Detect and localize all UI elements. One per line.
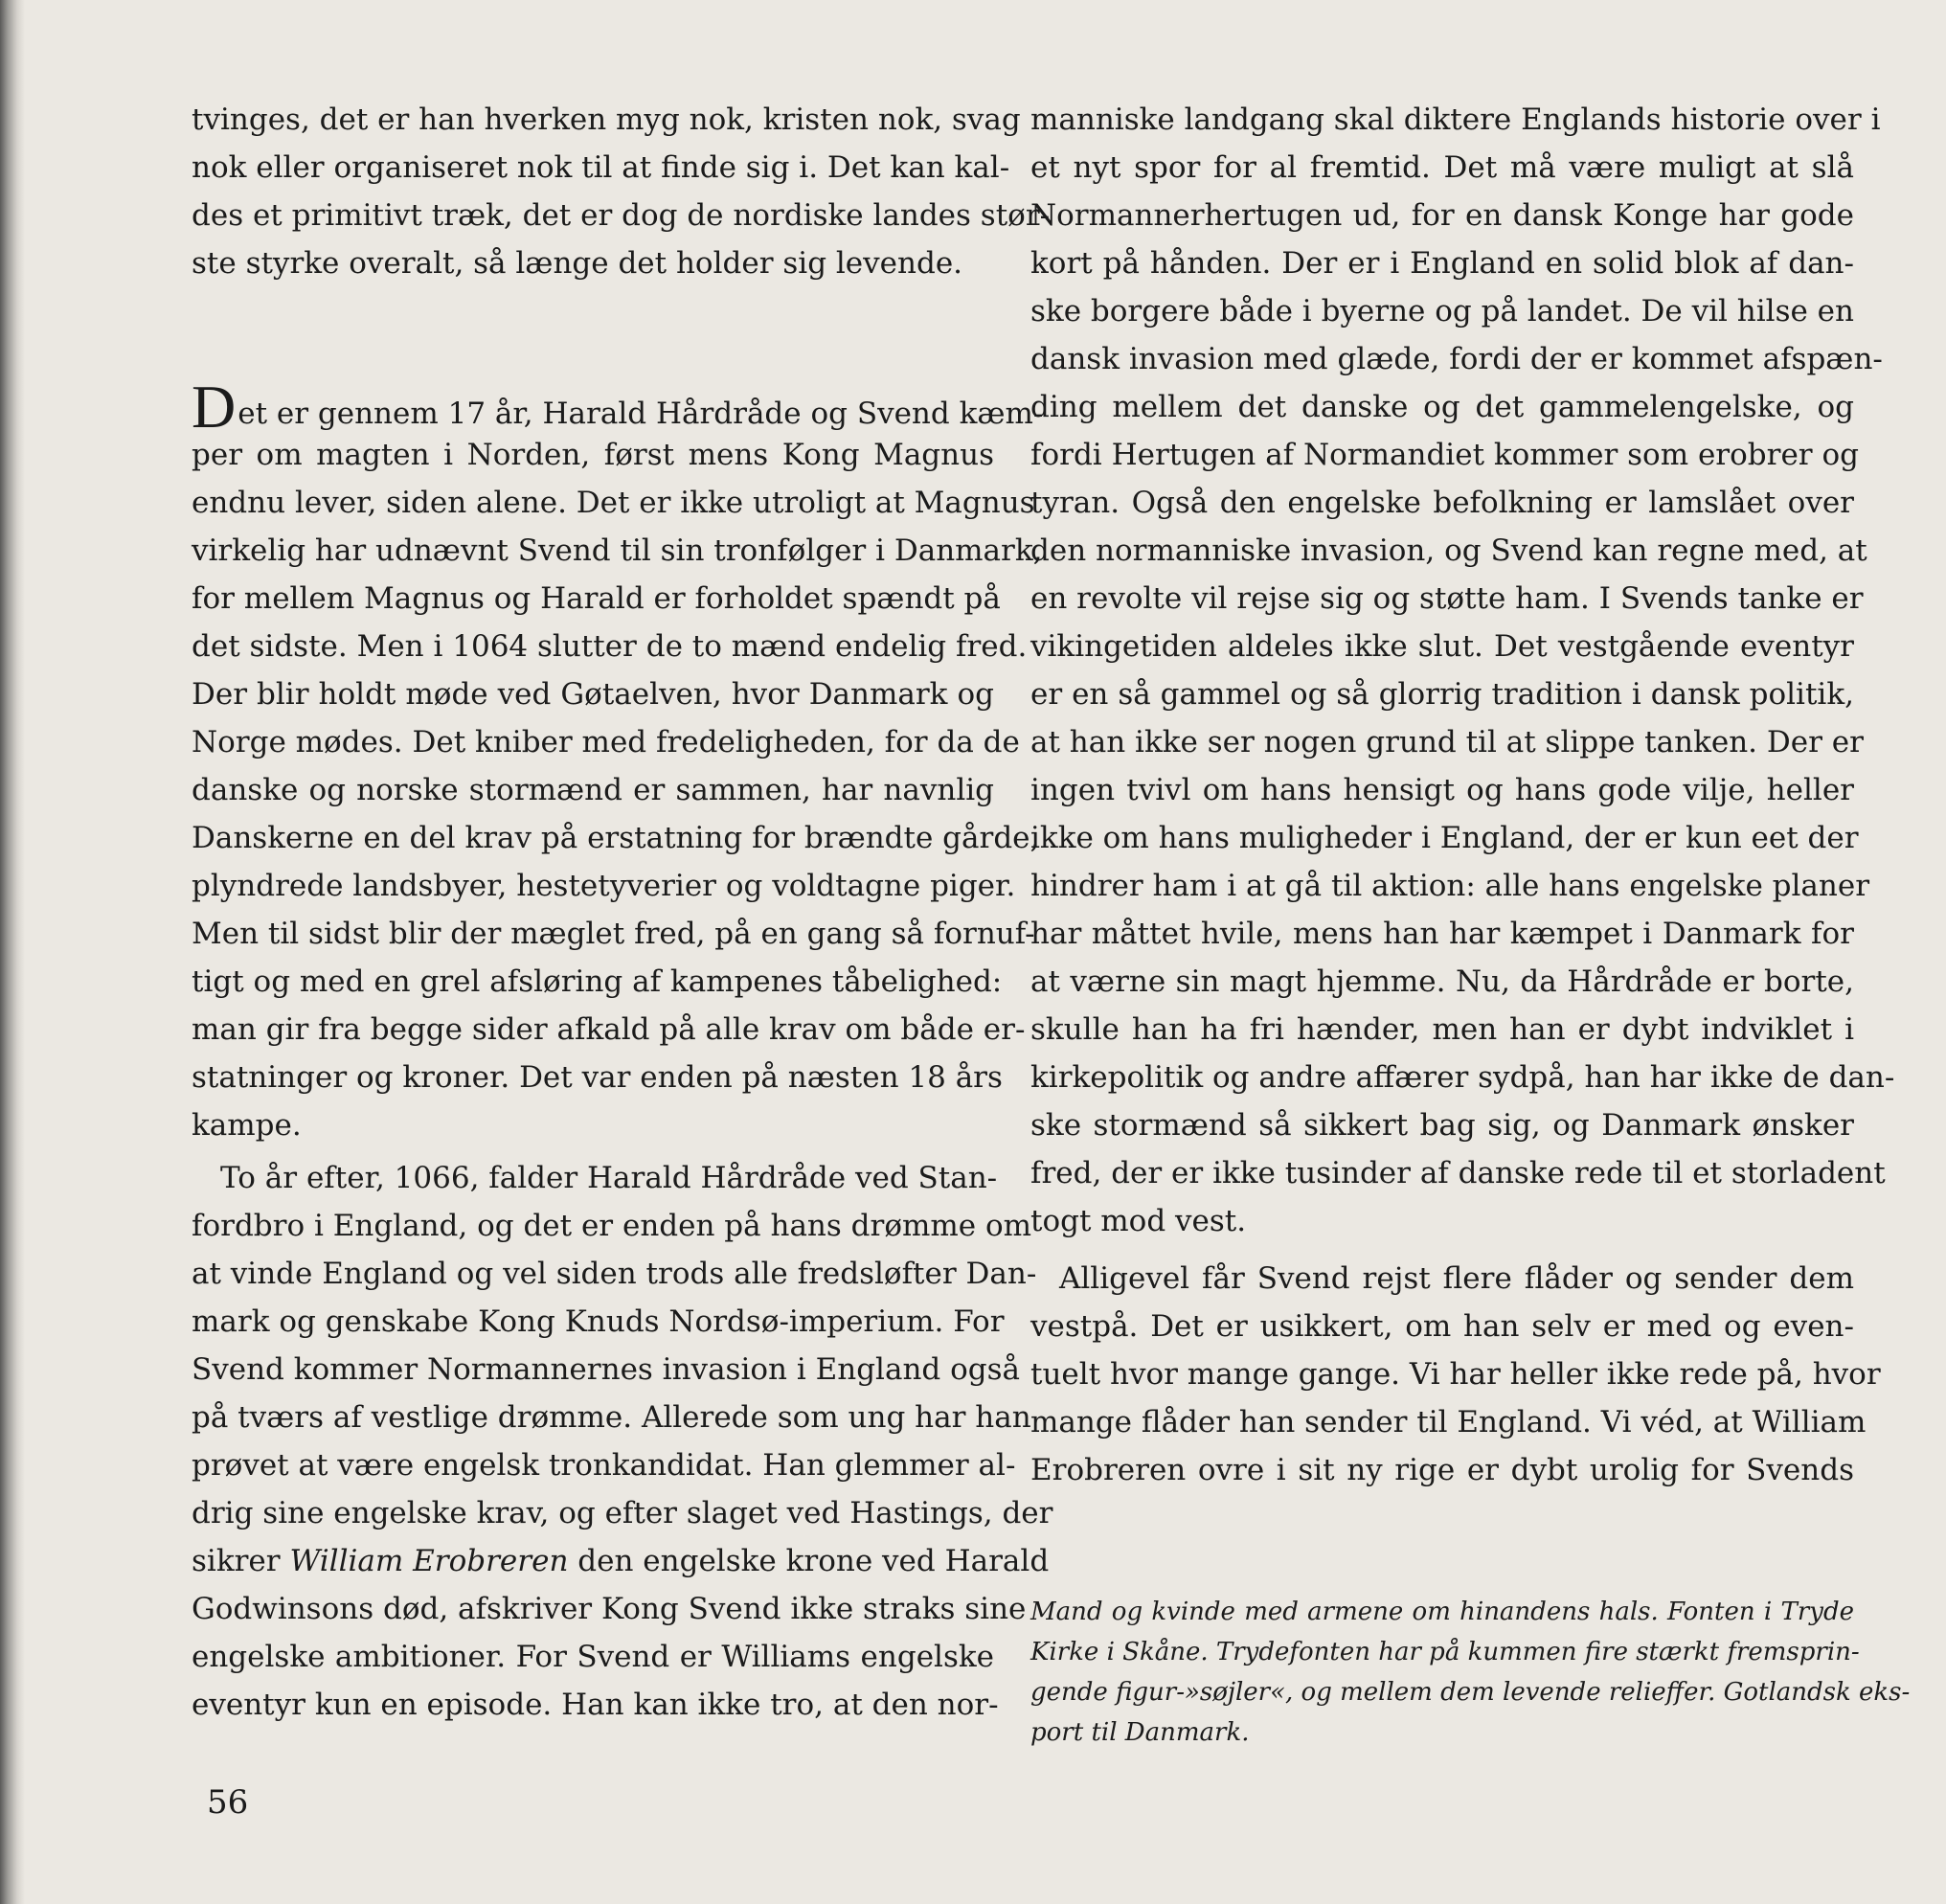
- text-line: mark og genskabe Kong Knuds Nordsø-imperium. For: [192, 1304, 1005, 1339]
- page-number: 56: [207, 1783, 249, 1822]
- text-line: engelske ambitioner. For Svend er Williams engelske: [192, 1640, 994, 1674]
- text-line: på tværs af vestlige drømme. Allerede som ung har han: [192, 1400, 1031, 1435]
- text-line: den normanniske invasion, og Svend kan regne med, at: [1030, 533, 1867, 568]
- text-line: kampe.: [192, 1108, 302, 1143]
- text-line: det sidste. Men i 1064 slutter de to mænd endelig fred.: [192, 629, 1028, 664]
- text-line: for mellem Magnus og Harald er forholdet spændt på: [192, 581, 1001, 616]
- text-line: fred, der er ikke tusinder af danske rede til et storladent: [1030, 1156, 1886, 1190]
- text-line: Erobreren ovre i sit ny rige er dybt urolig for Svends: [1030, 1453, 1854, 1487]
- text-line: plyndrede landsbyer, hestetyverier og voldtagne piger.: [192, 869, 1016, 903]
- text-line: Det er gennem 17 år, Harald Hårdråde og Svend kæm-: [192, 373, 1044, 441]
- text-line: ingen tvivl om hans hensigt og hans gode vilje, heller: [1030, 773, 1854, 807]
- text-line: at værne sin magt hjemme. Nu, da Hårdråde er borte,: [1030, 964, 1854, 999]
- drop-cap: D: [192, 373, 237, 441]
- text-line: fordbro i England, og det er enden på hans drømme om: [192, 1209, 1032, 1243]
- text-line: des et primitivt træk, det er dog de nordiske landes stør-: [192, 198, 1051, 233]
- text-line: sikrer William Erobreren den engelske krone ved Harald: [192, 1544, 1050, 1578]
- text-line: ikke om hans muligheder i England, der er kun eet der: [1030, 821, 1859, 855]
- text-line: tvinges, det er han hverken myg nok, kristen nok, svag: [192, 102, 1021, 137]
- italic-name: William Erobreren: [289, 1544, 569, 1578]
- text-line: Der blir holdt møde ved Gøtaelven, hvor Danmark og: [192, 677, 994, 712]
- text-line: mange flåder han sender til England. Vi véd, at William: [1030, 1405, 1867, 1439]
- text-line: at vinde England og vel siden trods alle fredsløfter Dan-: [192, 1257, 1037, 1291]
- text-line: fordi Hertugen af Normandiet kommer som erobrer og: [1030, 438, 1859, 472]
- text-line: dansk invasion med glæde, fordi der er kommet afspæn-: [1030, 342, 1883, 376]
- text-line: drig sine engelske krav, og efter slaget ved Hastings, der: [192, 1496, 1053, 1530]
- text-line: Normannerhertugen ud, for en dansk Konge har gode: [1030, 198, 1854, 233]
- text-line: endnu lever, siden alene. Det er ikke utroligt at Magnus: [192, 486, 1035, 520]
- text-line: har måttet hvile, mens han har kæmpet i Danmark for: [1030, 917, 1854, 951]
- caption-line: Mand og kvinde med armene om hinandens hals. Fonten i Tryde: [1030, 1598, 1854, 1626]
- text-line: To år efter, 1066, falder Harald Hårdråde ved Stan-: [220, 1161, 998, 1195]
- text-line: statninger og kroner. Det var enden på næsten 18 års: [192, 1060, 1003, 1095]
- text-line: manniske landgang skal diktere Englands historie over i: [1030, 102, 1881, 137]
- text-line: tyran. Også den engelske befolkning er lamslået over: [1030, 486, 1854, 520]
- text-line: vikingetiden aldeles ikke slut. Det vestgående eventyr: [1030, 629, 1854, 664]
- text-line: per om magten i Norden, først mens Kong Magnus: [192, 438, 994, 472]
- text-line: at han ikke ser nogen grund til at slippe tanken. Der er: [1030, 725, 1864, 759]
- text-line: man gir fra begge sider afkald på alle krav om både er-: [192, 1012, 1026, 1047]
- text-line: nok eller organiseret nok til at finde sig i. Det kan kal-: [192, 150, 1010, 185]
- caption-line: gende figur-»søjler«, og mellem dem levende relieffer. Gotlandsk eks-: [1030, 1678, 1911, 1707]
- text-line: virkelig har udnævnt Svend til sin tronfølger i Danmark,: [192, 533, 1043, 568]
- text-line: tigt og med en grel afsløring af kampenes tåbelighed:: [192, 964, 1003, 999]
- text-line: Norge mødes. Det kniber med fredeligheden, for da de: [192, 725, 1020, 759]
- text-line: vestpå. Det er usikkert, om han selv er med og even-: [1030, 1309, 1854, 1344]
- text-line: skulle han ha fri hænder, men han er dybt indviklet i: [1030, 1012, 1854, 1047]
- text-line: ske stormænd så sikkert bag sig, og Danmark ønsker: [1030, 1108, 1854, 1143]
- text-line: hindrer ham i at gå til aktion: alle hans engelske planer: [1030, 869, 1870, 903]
- text-line: Godwinsons død, afskriver Kong Svend ikke straks sine: [192, 1592, 1027, 1626]
- text-line: Danskerne en del krav på erstatning for brændte gårde,: [192, 821, 1040, 855]
- text-line: en revolte vil rejse sig og støtte ham. I Svends tanke er: [1030, 581, 1864, 616]
- text-line: Alligevel får Svend rejst flere flåder og sender dem: [1059, 1261, 1854, 1296]
- text-line: danske og norske stormænd er sammen, har navnlig: [192, 773, 994, 807]
- caption-line: port til Danmark.: [1030, 1718, 1250, 1747]
- text-line: kirkepolitik og andre affærer sydpå, han har ikke de dan-: [1030, 1060, 1895, 1095]
- text-line: prøvet at være engelsk tronkandidat. Han glemmer al-: [192, 1448, 1016, 1483]
- text-line: ding mellem det danske og det gammelengelske, og: [1030, 390, 1854, 424]
- text-line: eventyr kun en episode. Han kan ikke tro, at den nor-: [192, 1688, 999, 1722]
- text-line: kort på hånden. Der er i England en solid blok af dan-: [1030, 246, 1854, 281]
- book-binding-shadow: [0, 0, 25, 1904]
- text-line: Men til sidst blir der mæglet fred, på en gang så fornuf-: [192, 917, 1035, 951]
- text-line: er en så gammel og så glorrig tradition i dansk politik,: [1030, 677, 1854, 712]
- caption-line: Kirke i Skåne. Trydefonten har på kummen fire stærkt fremsprin-: [1030, 1638, 1860, 1666]
- text-line: tuelt hvor mange gange. Vi har heller ikke rede på, hvor: [1030, 1357, 1881, 1392]
- text-line: ste styrke overalt, så længe det holder sig levende.: [192, 246, 963, 281]
- text-line: togt mod vest.: [1030, 1204, 1247, 1238]
- text-line: ske borgere både i byerne og på landet. De vil hilse en: [1030, 294, 1854, 329]
- text-line: Svend kommer Normannernes invasion i England også: [192, 1352, 1021, 1387]
- text-line: et nyt spor for al fremtid. Det må være muligt at slå: [1030, 150, 1854, 185]
